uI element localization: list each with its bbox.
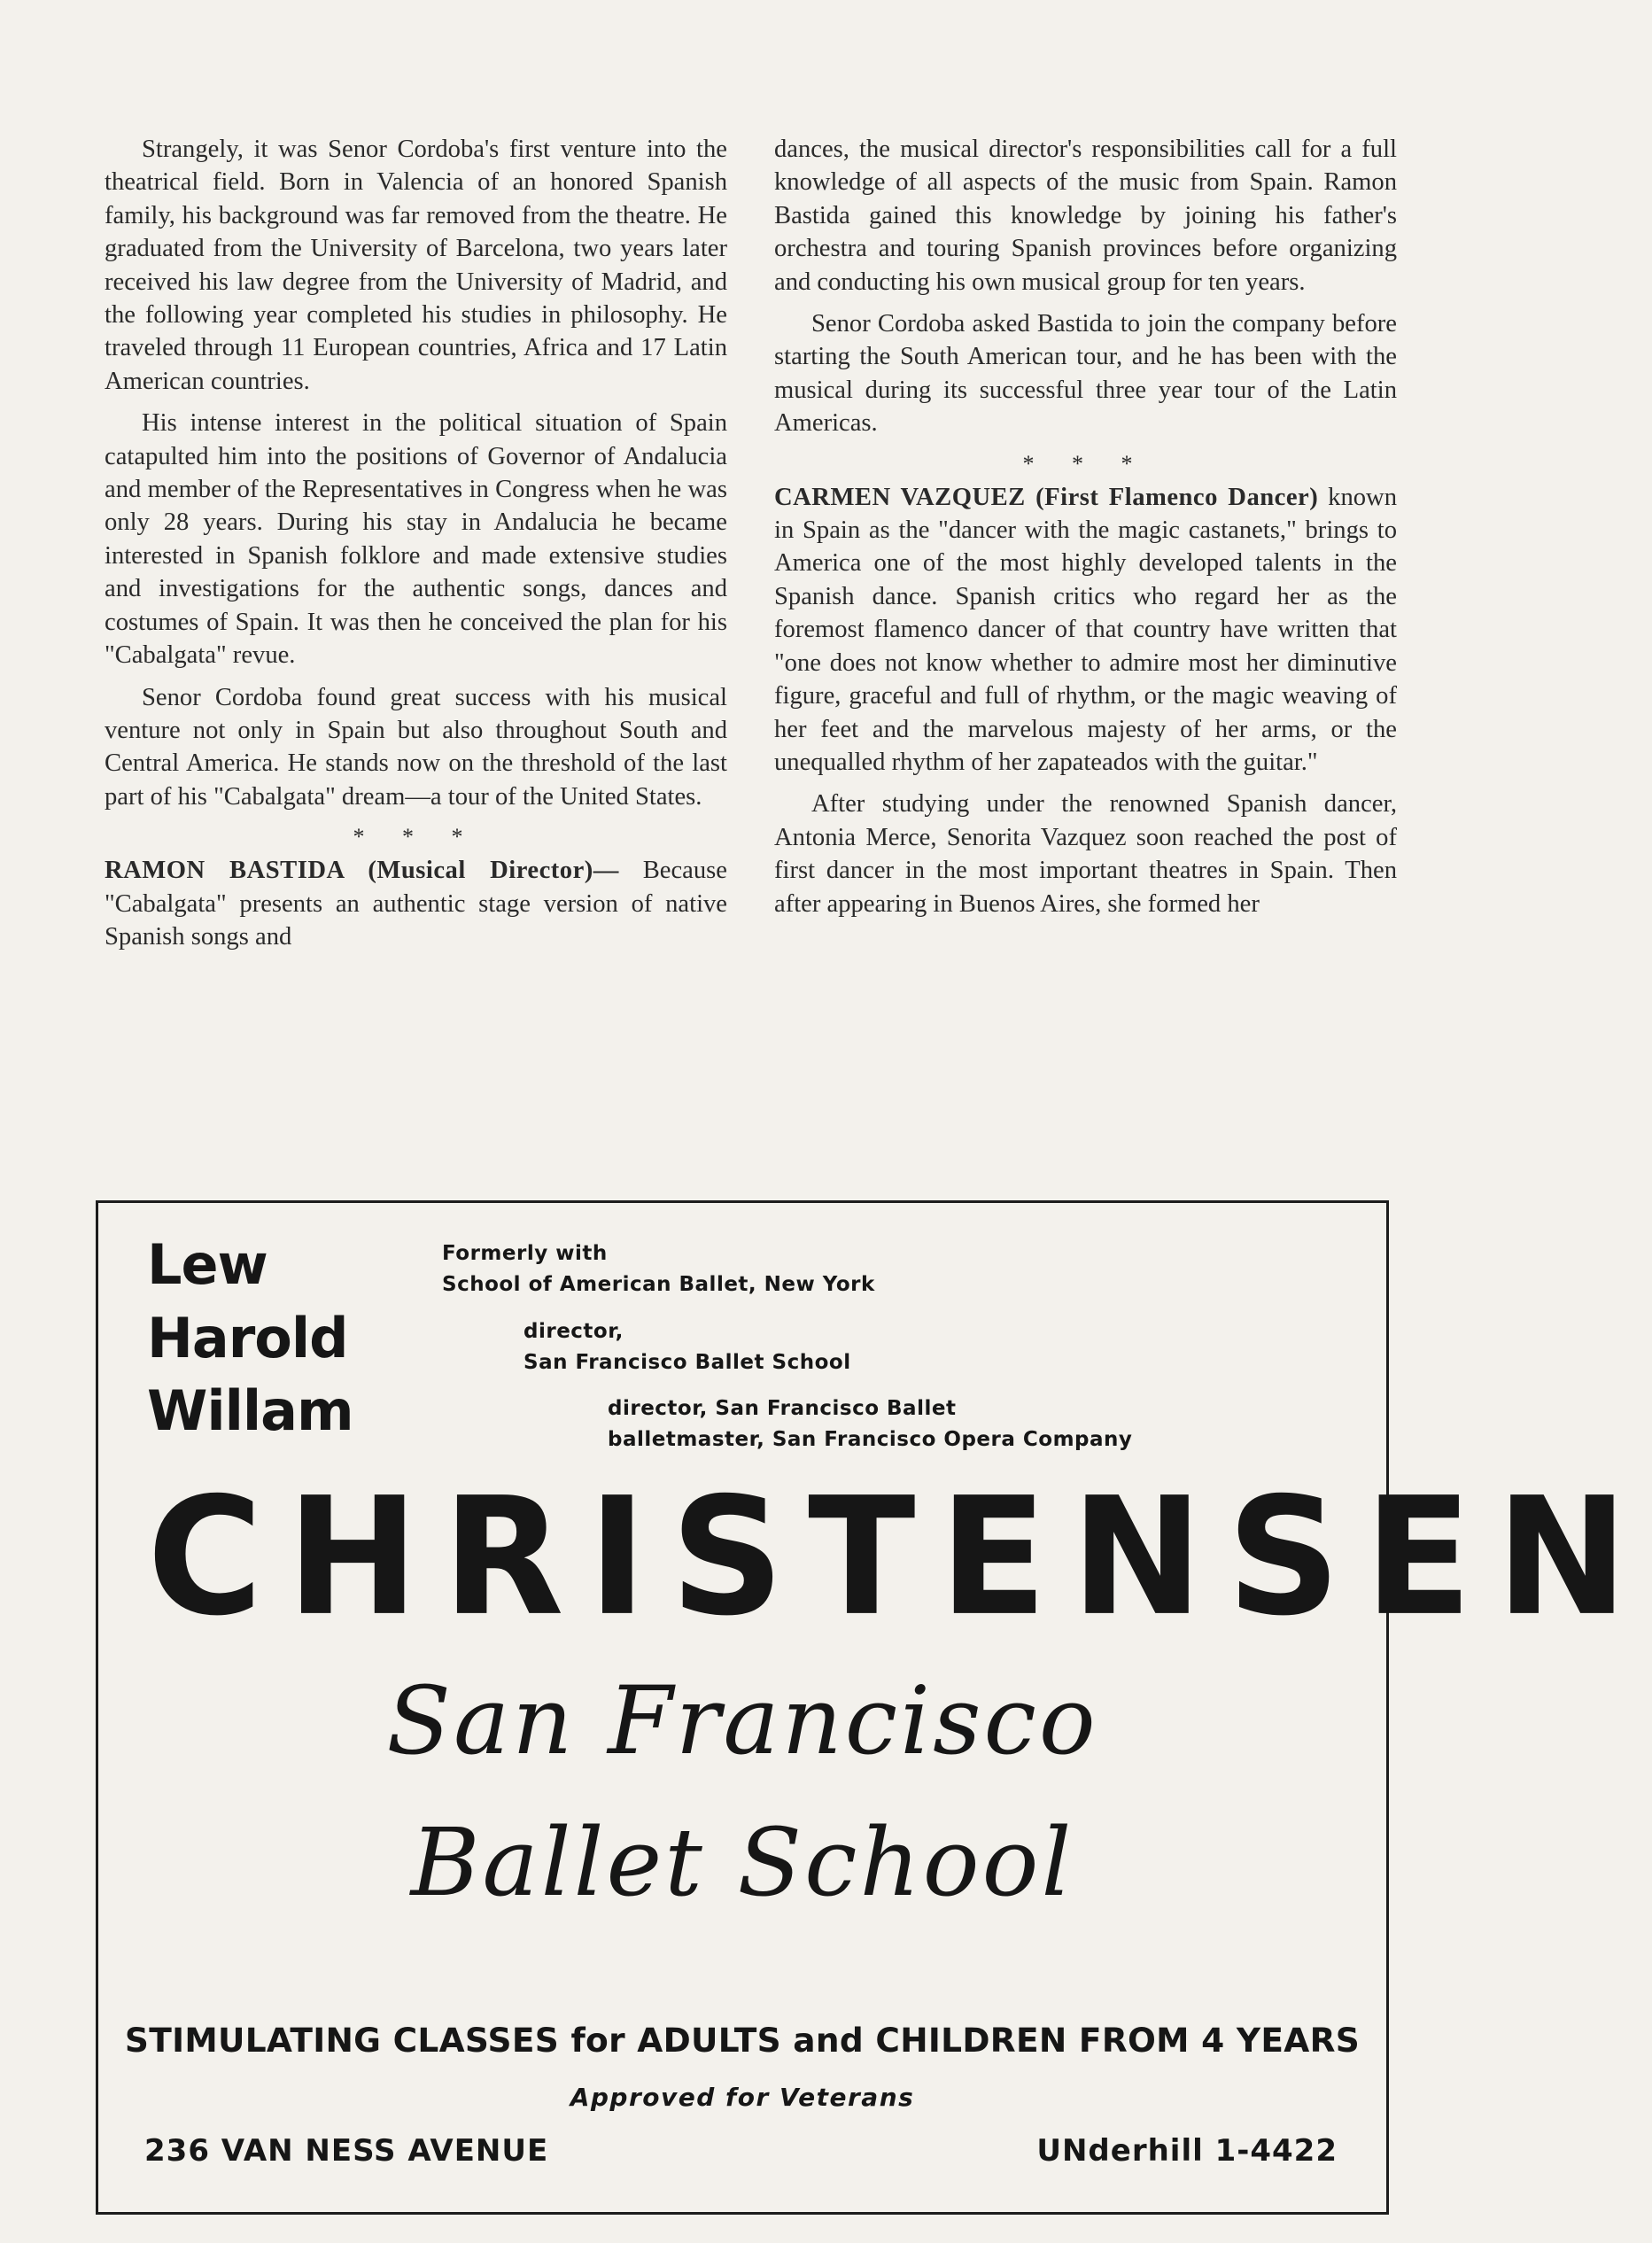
vazquez-text: known in Spain as the "dancer with the magic castanets," brings to America one of the most highly developed talents in the Spanish dance. Spanish critics who regard her as the foremost flamenco dancer of that country have written that "one does not know whether to admire most her diminutive figure, graceful and full of rhythm, or the magic weaving of her feet and the marvelous majesty of her arms, or the unequalled rhythm of her zapateados with the guitar." <box>774 483 1397 776</box>
ballet-school-advertisement <box>96 1200 1652 2215</box>
school-phone: UNderhill 1-4422 <box>1036 2133 1338 2169</box>
veterans-note: Approved for Veterans <box>570 2083 915 2112</box>
credential-line: balletmaster, San Francisco Opera Company <box>608 1428 1133 1451</box>
first-name-harold: Harold <box>147 1306 348 1370</box>
section-separator: * * * <box>1022 450 1149 477</box>
vazquez-paragraph-2: After studying under the renowned Spanish dancer, Antonia Merce, Senorita Vazquez soon reached the post of first dancer in the most important theatres in Spain. Then after appearing in Buenos Aires, she formed her <box>774 790 1397 918</box>
credential-willam <box>608 1393 1132 1455</box>
article-right-column <box>774 133 1397 929</box>
credential-line: San Francisco Ballet School <box>524 1351 851 1374</box>
cordoba-paragraph-2: His intense interest in the political situation of Spain catapulted him into the positions of Governor of Andalucia and member of the Representatives in Congress when he was only 28 years. During his stay in Andalucia he became interested in Spanish folklore and made extensive studies and investigations for the authentic songs, dances and costumes of Spain. It was then he conceived the plan for his "Cabalgata" revue. <box>105 409 727 670</box>
school-name-line-2: Ballet School <box>410 1808 1074 1917</box>
credential-line: director, <box>524 1320 624 1343</box>
bastida-paragraph-2: Senor Cordoba asked Bastida to join the company before starting the South American tour, and he has been with the musical during its successful three year tour of the Latin Americas. <box>774 310 1397 438</box>
bastida-paragraph-continued: dances, the musical director's responsibilities call for a full knowledge of all aspects of the music from Spain. Ramon Bastida gained this knowledge by joining his father's orchestra and touring Spanish provinces before organizing and conducting his own musical group for ten years. <box>774 136 1397 296</box>
section-separator: * * * <box>353 824 479 850</box>
vazquez-paragraph <box>774 481 1397 780</box>
cordoba-paragraph-3: Senor Cordoba found great success with his musical venture not only in Spain but also throughout South and Central America. He stands now on the threshold of the last part of his "Cabalgata" dream—a tour of the United States. <box>105 683 727 811</box>
credential-lew <box>442 1238 875 1300</box>
surname-banner: CHRISTENSEN <box>147 1462 1652 1652</box>
credential-line: School of American Ballet, New York <box>442 1273 875 1296</box>
article-left-column <box>105 133 727 962</box>
cordoba-paragraph-1: Strangely, it was Senor Cordoba's first venture into the theatrical field. Born in Valencia of an honored Spanish family, his background was far removed from the theatre. He graduated from the University of Barcelona, two years later received his law degree from the University of Madrid, and the following year completed his studies in philosophy. He traveled through 11 European countries, Africa and 17 Latin American countries. <box>105 136 727 395</box>
first-name-willam: Willam <box>147 1378 353 1443</box>
bastida-heading: RAMON BASTIDA (Musical Director)— <box>105 857 619 885</box>
credential-line: Formerly with <box>442 1242 608 1265</box>
first-name-lew: Lew <box>147 1232 268 1297</box>
credential-harold <box>524 1316 851 1378</box>
classes-tagline: STIMULATING CLASSES for ADULTS and CHILDREN FROM 4 YEARS <box>124 2021 1361 2060</box>
school-address: 236 VAN NESS AVENUE <box>144 2133 549 2169</box>
vazquez-heading: CARMEN VAZQUEZ (First Flamenco Dancer) <box>774 483 1319 511</box>
bastida-text: Because "Cabalgata" presents an authentic stage version of native Spanish songs and <box>105 857 727 951</box>
credential-line: director, San Francisco Ballet <box>608 1397 957 1420</box>
school-name-line-1: San Francisco <box>386 1666 1098 1775</box>
bastida-paragraph <box>105 854 727 953</box>
